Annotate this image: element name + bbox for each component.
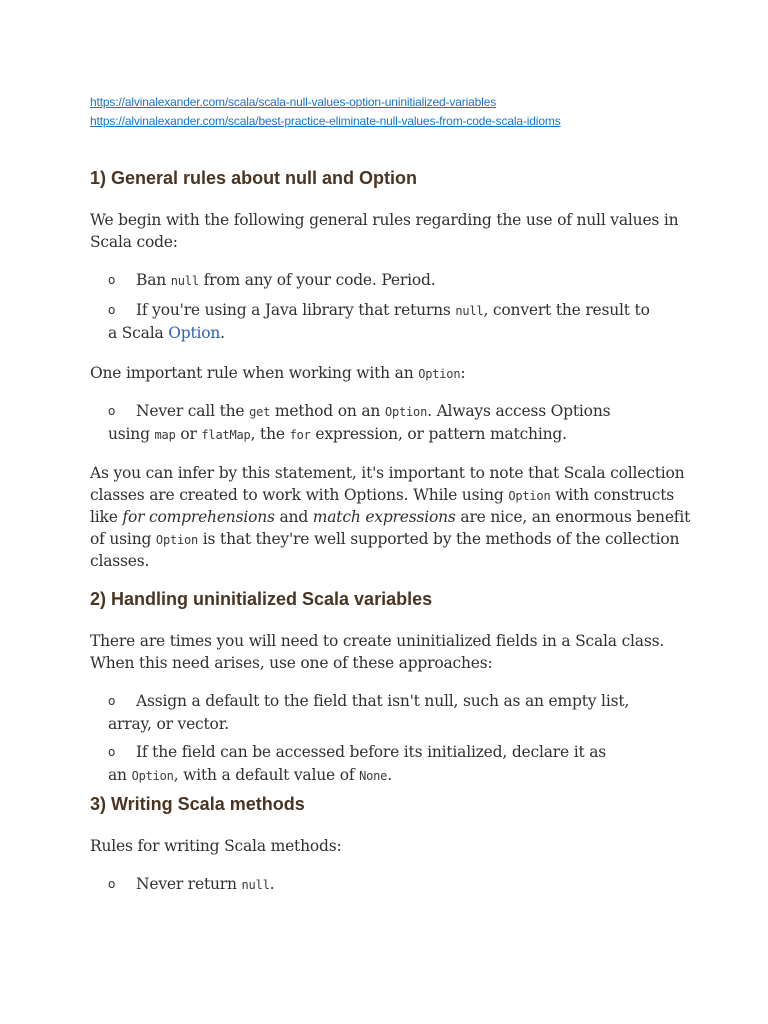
list-item-never-return-null: Never return null. xyxy=(136,875,275,893)
reference-link-2[interactable]: https://alvinalexander.com/scala/best-practice-eliminate-null-values-from-code-scala-idioms xyxy=(90,114,561,128)
reference-link-1[interactable]: https://alvinalexander.com/scala/scala-null-values-option-uninitialized-variables xyxy=(90,95,497,109)
section3-intro-line: Rules for writing Scala methods: xyxy=(90,837,342,855)
bullet-marker: o xyxy=(108,877,116,891)
emphasis-match-expressions: match expressions xyxy=(312,508,456,526)
section-heading-general-rules: 1) General rules about null and Option xyxy=(90,168,418,188)
list-item-never-call-get: Never call the get method on an Option. Always access Options xyxy=(136,402,611,420)
important-rule-line: One important rule when working with an Option: xyxy=(90,364,466,382)
code-option: Option xyxy=(384,405,428,419)
list-item-assign-default: Assign a default to the field that isn't null, such as an empty list, xyxy=(136,692,630,710)
code-flatmap: flatMap xyxy=(201,428,251,442)
code-get: get xyxy=(249,405,271,419)
list-item-never-call-get-cont: using map or flatMap, the for expression, or pattern matching. xyxy=(108,425,567,443)
code-option: Option xyxy=(131,769,174,783)
section2-intro-line: When this need arises, use one of these approaches: xyxy=(90,654,493,672)
bullet-marker: o xyxy=(108,404,116,418)
code-null: null xyxy=(455,304,484,318)
paragraph-line: of using Option is that they're well supported by the methods of the collection xyxy=(90,530,680,548)
list-item-ban-null: Ban null from any of your code. Period. xyxy=(136,271,436,289)
code-option: Option xyxy=(508,489,551,503)
list-item-java-library: If you're using a Java library that returns null, convert the result to xyxy=(136,301,650,319)
code-none: None xyxy=(359,769,388,783)
emphasis-for-comprehensions: for comprehensions xyxy=(122,508,275,526)
section-heading-writing-methods: 3) Writing Scala methods xyxy=(90,794,305,814)
bullet-marker: o xyxy=(108,745,116,759)
code-null: null xyxy=(170,274,199,288)
list-item-assign-default-cont: array, or vector. xyxy=(108,715,229,733)
bullet-marker: o xyxy=(108,303,116,317)
paragraph-line: classes are created to work with Options. While using Option with constructs xyxy=(90,486,675,504)
bullet-marker: o xyxy=(108,694,116,708)
option-link[interactable]: Option xyxy=(168,324,221,342)
code-option: Option xyxy=(155,533,199,547)
list-item-declare-option-cont: an Option, with a default value of None. xyxy=(108,766,392,784)
code-for: for xyxy=(289,428,311,442)
section1-intro-line: Scala code: xyxy=(90,233,178,251)
section2-intro-line: There are times you will need to create uninitialized fields in a Scala class. xyxy=(90,632,665,650)
code-option: Option xyxy=(418,367,461,381)
bullet-marker: o xyxy=(108,273,116,287)
section1-intro-line: We begin with the following general rules regarding the use of null values in xyxy=(90,211,679,229)
list-item-java-library-cont: a Scala Option. xyxy=(108,324,225,342)
code-map: map xyxy=(154,428,176,442)
paragraph-line: classes. xyxy=(90,552,150,570)
list-item-declare-option: If the field can be accessed before its initialized, declare it as xyxy=(136,743,607,761)
paragraph-line: like for comprehensions and match expressions are nice, an enormous benefit xyxy=(90,508,691,526)
paragraph-line: As you can infer by this statement, it's important to note that Scala collection xyxy=(90,464,685,482)
code-null: null xyxy=(241,878,270,892)
section-heading-uninitialized-variables: 2) Handling uninitialized Scala variables xyxy=(90,589,433,609)
